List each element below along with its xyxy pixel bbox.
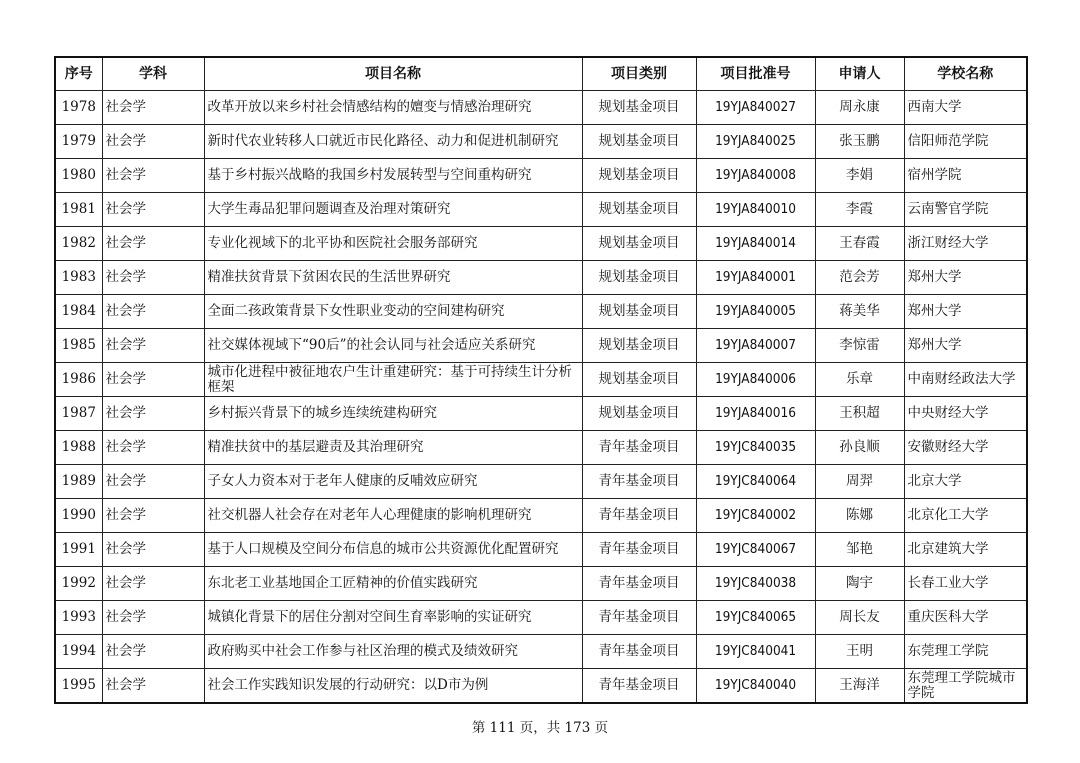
- header-subject: 学科: [102, 57, 204, 91]
- row-subject: 社会学: [102, 295, 204, 329]
- row-school: 中央财经大学: [904, 397, 1027, 431]
- table-row: [55, 295, 1027, 329]
- row-number: 1982: [55, 227, 102, 261]
- row-title: 改革开放以来乡村社会情感结构的嬗变与情感治理研究: [204, 91, 582, 125]
- row-applicant: 陶宇: [815, 567, 904, 601]
- row-school: 北京大学: [904, 465, 1027, 499]
- row-category: 规划基金项目: [582, 261, 696, 295]
- row-school: 中南财经政法大学: [904, 363, 1027, 397]
- row-category: 规划基金项目: [582, 397, 696, 431]
- table-row: [55, 227, 1027, 261]
- row-approval-number: 19YJC840065: [696, 601, 815, 635]
- table-row: [55, 669, 1027, 704]
- table-row: [55, 567, 1027, 601]
- row-school: 西南大学: [904, 91, 1027, 125]
- row-applicant: 孙良顺: [815, 431, 904, 465]
- row-category: 规划基金项目: [582, 159, 696, 193]
- row-number: 1988: [55, 431, 102, 465]
- table-row: [55, 635, 1027, 669]
- row-applicant: 范会芳: [815, 261, 904, 295]
- row-category: 青年基金项目: [582, 431, 696, 465]
- row-number: 1978: [55, 91, 102, 125]
- row-school: 信阳师范学院: [904, 125, 1027, 159]
- table-row: [55, 465, 1027, 499]
- row-approval-number: 19YJC840067: [696, 533, 815, 567]
- row-subject: 社会学: [102, 159, 204, 193]
- row-title: 子女人力资本对于老年人健康的反哺效应研究: [204, 465, 582, 499]
- row-category: 规划基金项目: [582, 91, 696, 125]
- row-number: 1992: [55, 567, 102, 601]
- row-number: 1993: [55, 601, 102, 635]
- row-title: 精准扶贫背景下贫困农民的生活世界研究: [204, 261, 582, 295]
- row-number: 1981: [55, 193, 102, 227]
- header-school: 学校名称: [904, 57, 1027, 91]
- table-row: [55, 329, 1027, 363]
- row-approval-number: 19YJC840038: [696, 567, 815, 601]
- row-title: 城镇化背景下的居住分割对空间生育率影响的实证研究: [204, 601, 582, 635]
- table-row: [55, 499, 1027, 533]
- page-footer: 第 111 页，共 173 页: [471, 720, 609, 736]
- row-category: 青年基金项目: [582, 669, 696, 704]
- row-applicant: 邹艳: [815, 533, 904, 567]
- table-row: [55, 159, 1027, 193]
- header-applicant: 申请人: [815, 57, 904, 91]
- row-category: 规划基金项目: [582, 125, 696, 159]
- row-number: 1994: [55, 635, 102, 669]
- row-school: 郑州大学: [904, 295, 1027, 329]
- row-applicant: 陈娜: [815, 499, 904, 533]
- row-title: 东北老工业基地国企工匠精神的价值实践研究: [204, 567, 582, 601]
- row-title: 乡村振兴背景下的城乡连续统建构研究: [204, 397, 582, 431]
- row-category: 青年基金项目: [582, 465, 696, 499]
- row-number: 1987: [55, 397, 102, 431]
- row-number: 1995: [55, 669, 102, 704]
- row-approval-number: 19YJC840041: [696, 635, 815, 669]
- table-row: [55, 363, 1027, 397]
- row-subject: 社会学: [102, 567, 204, 601]
- row-school: 重庆医科大学: [904, 601, 1027, 635]
- header-category: 项目类别: [582, 57, 696, 91]
- row-school: 安徽财经大学: [904, 431, 1027, 465]
- project-table: [54, 56, 1028, 704]
- table-row: [55, 193, 1027, 227]
- header-no: 序号: [55, 57, 102, 91]
- row-category: 规划基金项目: [582, 329, 696, 363]
- row-subject: 社会学: [102, 363, 204, 397]
- row-category: 青年基金项目: [582, 635, 696, 669]
- table-row: [55, 91, 1027, 125]
- row-subject: 社会学: [102, 261, 204, 295]
- row-approval-number: 19YJA840025: [696, 125, 815, 159]
- row-approval-number: 19YJA840014: [696, 227, 815, 261]
- row-applicant: 蒋美华: [815, 295, 904, 329]
- row-number: 1990: [55, 499, 102, 533]
- row-school: 郑州大学: [904, 261, 1027, 295]
- row-title: 全面二孩政策背景下女性职业变动的空间建构研究: [204, 295, 582, 329]
- row-applicant: 王春霞: [815, 227, 904, 261]
- row-applicant: 李娟: [815, 159, 904, 193]
- row-number: 1984: [55, 295, 102, 329]
- row-applicant: 王积超: [815, 397, 904, 431]
- row-applicant: 李霞: [815, 193, 904, 227]
- row-school: 东莞理工学院城市学院: [904, 669, 1027, 704]
- row-approval-number: 19YJA840016: [696, 397, 815, 431]
- table-body: [55, 91, 1027, 704]
- row-number: 1989: [55, 465, 102, 499]
- row-subject: 社会学: [102, 669, 204, 704]
- row-school: 东莞理工学院: [904, 635, 1027, 669]
- table-row: [55, 261, 1027, 295]
- row-applicant: 周羿: [815, 465, 904, 499]
- header-row: [55, 57, 1027, 91]
- row-title: 大学生毒品犯罪问题调查及治理对策研究: [204, 193, 582, 227]
- row-applicant: 李惊雷: [815, 329, 904, 363]
- row-approval-number: 19YJC840064: [696, 465, 815, 499]
- row-applicant: 周永康: [815, 91, 904, 125]
- row-approval-number: 19YJA840001: [696, 261, 815, 295]
- row-school: 郑州大学: [904, 329, 1027, 363]
- row-number: 1979: [55, 125, 102, 159]
- row-subject: 社会学: [102, 125, 204, 159]
- row-title: 基于人口规模及空间分布信息的城市公共资源优化配置研究: [204, 533, 582, 567]
- row-approval-number: 19YJC840002: [696, 499, 815, 533]
- row-applicant: 王海洋: [815, 669, 904, 704]
- row-subject: 社会学: [102, 499, 204, 533]
- row-title: 精准扶贫中的基层避责及其治理研究: [204, 431, 582, 465]
- row-category: 青年基金项目: [582, 499, 696, 533]
- row-school: 云南警官学院: [904, 193, 1027, 227]
- row-approval-number: 19YJA840005: [696, 295, 815, 329]
- row-category: 规划基金项目: [582, 295, 696, 329]
- table-row: [55, 125, 1027, 159]
- header-title: 项目名称: [204, 57, 582, 91]
- row-applicant: 乐章: [815, 363, 904, 397]
- row-school: 北京建筑大学: [904, 533, 1027, 567]
- row-title: 基于乡村振兴战略的我国乡村发展转型与空间重构研究: [204, 159, 582, 193]
- row-number: 1991: [55, 533, 102, 567]
- row-approval-number: 19YJC840035: [696, 431, 815, 465]
- header-approval: 项目批准号: [696, 57, 815, 91]
- row-number: 1986: [55, 363, 102, 397]
- row-subject: 社会学: [102, 193, 204, 227]
- row-subject: 社会学: [102, 329, 204, 363]
- row-school: 宿州学院: [904, 159, 1027, 193]
- table-row: [55, 397, 1027, 431]
- row-applicant: 张玉鹏: [815, 125, 904, 159]
- row-approval-number: 19YJA840027: [696, 91, 815, 125]
- row-applicant: 王明: [815, 635, 904, 669]
- row-title: 专业化视域下的北平协和医院社会服务部研究: [204, 227, 582, 261]
- row-category: 规划基金项目: [582, 363, 696, 397]
- row-approval-number: 19YJA840008: [696, 159, 815, 193]
- row-subject: 社会学: [102, 431, 204, 465]
- row-title: 社交媒体视域下“90后”的社会认同与社会适应关系研究: [204, 329, 582, 363]
- row-number: 1980: [55, 159, 102, 193]
- row-subject: 社会学: [102, 465, 204, 499]
- row-number: 1983: [55, 261, 102, 295]
- row-title: 社会工作实践知识发展的行动研究：以D市为例: [204, 669, 582, 704]
- row-category: 规划基金项目: [582, 227, 696, 261]
- table-row: [55, 431, 1027, 465]
- row-category: 规划基金项目: [582, 193, 696, 227]
- row-approval-number: 19YJA840010: [696, 193, 815, 227]
- row-approval-number: 19YJC840040: [696, 669, 815, 704]
- row-subject: 社会学: [102, 601, 204, 635]
- row-approval-number: 19YJA840007: [696, 329, 815, 363]
- row-subject: 社会学: [102, 397, 204, 431]
- row-applicant: 周长友: [815, 601, 904, 635]
- row-approval-number: 19YJA840006: [696, 363, 815, 397]
- row-school: 长春工业大学: [904, 567, 1027, 601]
- row-school: 浙江财经大学: [904, 227, 1027, 261]
- row-category: 青年基金项目: [582, 533, 696, 567]
- row-subject: 社会学: [102, 91, 204, 125]
- row-category: 青年基金项目: [582, 567, 696, 601]
- row-number: 1985: [55, 329, 102, 363]
- row-title: 新时代农业转移人口就近市民化路径、动力和促进机制研究: [204, 125, 582, 159]
- table-row: [55, 601, 1027, 635]
- row-subject: 社会学: [102, 227, 204, 261]
- table-row: [55, 533, 1027, 567]
- row-title: 政府购买中社会工作参与社区治理的模式及绩效研究: [204, 635, 582, 669]
- row-school: 北京化工大学: [904, 499, 1027, 533]
- row-title: 城市化进程中被征地农户生计重建研究：基于可持续生计分析框架: [204, 363, 582, 397]
- row-subject: 社会学: [102, 533, 204, 567]
- row-title: 社交机器人社会存在对老年人心理健康的影响机理研究: [204, 499, 582, 533]
- row-subject: 社会学: [102, 635, 204, 669]
- row-category: 青年基金项目: [582, 601, 696, 635]
